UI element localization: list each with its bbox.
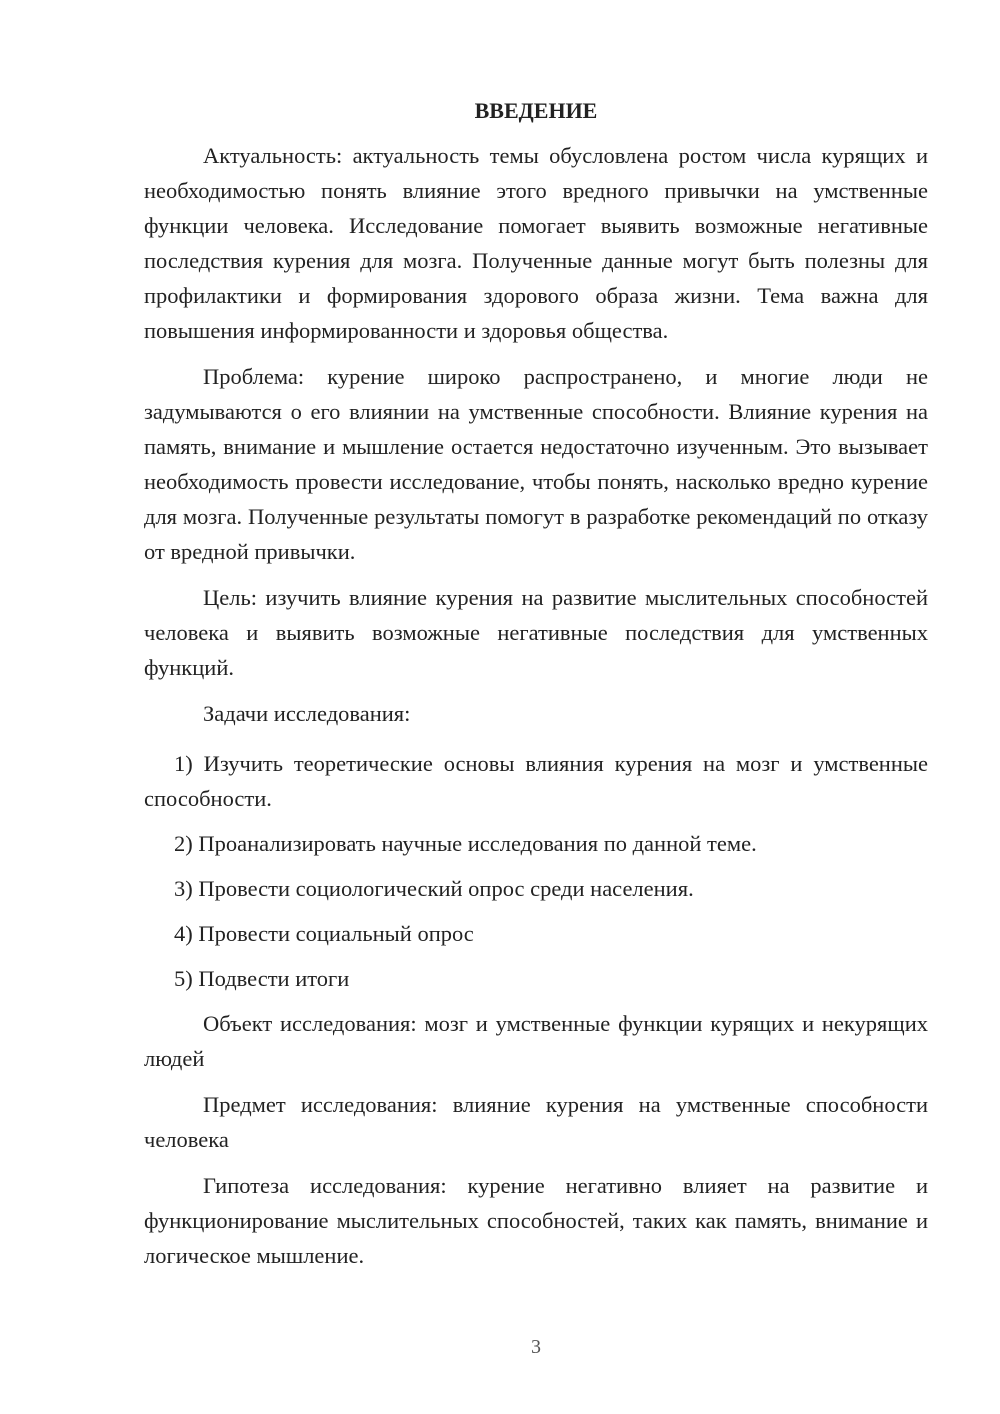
paragraph-hypothesis: Гипотеза исследования: курение негативно влияет на развитие и функционирование мыслительных способностей, таких как память, внимание и логическое мышление. — [144, 1173, 928, 1268]
paragraph-object: Объект исследования: мозг и умственные функции курящих и некурящих людей — [144, 1011, 928, 1071]
paragraph-relevance: Актуальность: актуальность темы обусловлена ростом числа курящих и необходимостью понять влияние этого вредного привычки на умственные функции человека. Исследование помогает выявить возможные негативные последствия курения для мозга. Полученные данные могут быть полезны для профилактики и формирования здорового образа жизни. Тема важна для повышения информированности и здоровья общества. — [144, 143, 928, 343]
tasks-heading: Задачи исследования: — [203, 701, 411, 726]
paragraph-subject: Предмет исследования: влияние курения на умственные способности человека — [144, 1092, 928, 1152]
page-content — [144, 95, 928, 1284]
task-item-1: 1) Изучить теоретические основы влияния курения на мозг и умственные способности. — [144, 751, 928, 811]
page-title: ВВЕДЕНИЕ — [474, 98, 598, 123]
task-item-3: 3) Провести социологический опрос среди населения. — [174, 876, 694, 901]
task-item-4: 4) Провести социальный опрос — [174, 921, 474, 946]
paragraph-goal: Цель: изучить влияние курения на развитие мыслительных способностей человека и выявить возможные негативные последствия для умственных функций. — [144, 585, 928, 680]
task-item-2: 2) Проанализировать научные исследования по данной теме. — [174, 831, 757, 856]
paragraph-problem: Проблема: курение широко распространено, и многие люди не задумываются о его влиянии на умственные способности. Влияние курения на память, внимание и мышление остается недостаточно изученным. Это вызывает необходимость провести исследование, чтобы понять, насколько вредно курение для мозга. Полученные результаты помогут в разработке рекомендаций по отказу от вредной привычки. — [144, 364, 928, 564]
page-number: 3 — [531, 1336, 541, 1358]
task-item-5: 5) Подвести итоги — [174, 966, 350, 991]
